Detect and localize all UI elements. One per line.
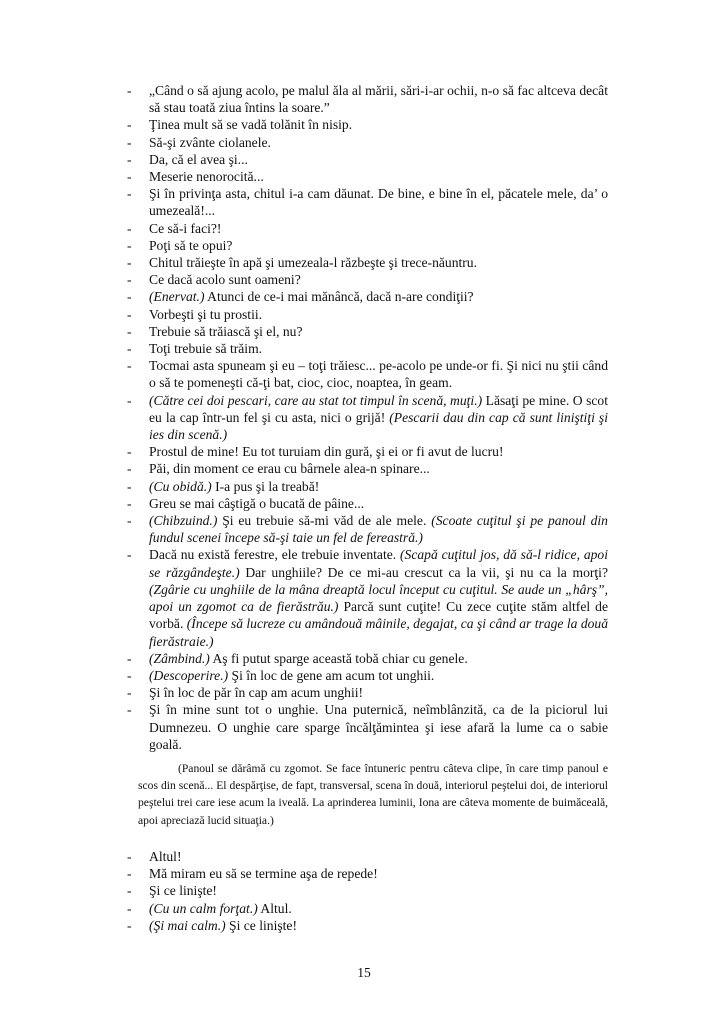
dialogue-dash: - bbox=[127, 547, 132, 563]
dialogue-text: Da, că el avea şi... bbox=[149, 151, 248, 167]
dialogue-line bbox=[127, 116, 608, 133]
dialogue-text: Chitul trăieşte în apă şi umezeala-l răzbeşte şi trece-năuntru. bbox=[149, 255, 477, 271]
dialogue-text: Trebuie să trăiască şi el, nu? bbox=[149, 323, 303, 339]
dialogue-line bbox=[127, 168, 608, 185]
dialogue-text: Dacă nu există ferestre, ele trebuie inventate. bbox=[149, 547, 400, 563]
dialogue-line bbox=[127, 82, 608, 116]
dialogue-line bbox=[127, 288, 608, 305]
dialogue-line bbox=[127, 546, 609, 649]
dialogue-text: Să-şi zvânte ciolanele. bbox=[149, 134, 271, 150]
stage-direction-inline: (Scoate cuţitul şi pe panoul din fundul scenei începe să-şi taie un fel de fereastră.) bbox=[149, 513, 608, 546]
dialogue-text: Ce dacă acolo sunt oameni? bbox=[149, 272, 301, 288]
dialogue-dash: - bbox=[127, 702, 132, 718]
dialogue-line bbox=[127, 237, 608, 254]
dialogue-dash: - bbox=[127, 255, 132, 271]
dialogue-dash: - bbox=[127, 444, 132, 460]
dialogue-line bbox=[127, 357, 608, 391]
dialogue-line bbox=[127, 271, 608, 288]
dialogue-text: Tocmai asta spuneam şi eu – toţi trăiesc... pe-acolo pe unde-or fi. Şi nici nu ştii când o să te pomeneşti că-ţi bat, cioc, cioc, noaptea, în geam. bbox=[149, 358, 608, 391]
dialogue-dash: - bbox=[127, 186, 132, 202]
dialogue-dash: - bbox=[127, 917, 132, 933]
dialogue-dash: - bbox=[127, 306, 132, 322]
dialogue-dash: - bbox=[127, 478, 132, 494]
dialogue-dash: - bbox=[127, 513, 132, 529]
dialogue-line bbox=[127, 701, 608, 753]
dialogue-dash: - bbox=[127, 883, 132, 899]
dialogue-line bbox=[127, 460, 608, 477]
dialogue-dash: - bbox=[127, 358, 132, 374]
dialogue-dash: - bbox=[127, 272, 132, 288]
dialogue-line bbox=[127, 134, 608, 151]
dialogue-dash: - bbox=[127, 650, 132, 666]
dialogue-dash: - bbox=[127, 237, 132, 253]
dialogue-text: Poţi să te opui? bbox=[149, 237, 233, 253]
dialogue-text: Lăsaţi pe mine. O scot eu la cap într-un fel şi cu asta, nici o grijă! bbox=[149, 392, 608, 425]
stage-direction-inline: (Pescarii dau din cap că sunt liniştiţi şi ies din scenă.) bbox=[149, 409, 608, 443]
dialogue-text: Şi ce linişte! bbox=[149, 883, 217, 899]
dialogue-dash: - bbox=[127, 220, 132, 236]
page-number: 15 bbox=[357, 965, 371, 980]
stage-direction-inline: (Către cei doi pescari, care au stat tot timpul în scenă, muţi.) bbox=[149, 392, 483, 408]
dialogue-text: Vorbeşti şi tu prostii. bbox=[149, 306, 263, 322]
dialogue-line bbox=[127, 340, 608, 357]
stage-direction-inline: (Enervat.) bbox=[149, 289, 205, 305]
dialogue-text: Prostul de mine! Eu tot turuiam din gură, şi ei or fi avut de lucru! bbox=[149, 444, 504, 460]
stage-direction-inline: (Începe să lucreze cu amândouă mâinile, degajat, ca şi când ar trage la două fierăstraie.) bbox=[149, 616, 609, 649]
dialogue-line bbox=[127, 443, 608, 460]
dialogue-dash: - bbox=[127, 392, 132, 408]
dialogue-line bbox=[127, 306, 608, 323]
dialogue-text: Mă miram eu să se termine aşa de repede! bbox=[149, 866, 378, 882]
dialogue-block-bottom bbox=[127, 848, 608, 934]
dialogue-dash: - bbox=[127, 169, 132, 185]
dialogue-line bbox=[127, 254, 608, 271]
dialogue-text: Ce să-i faci?! bbox=[149, 220, 222, 236]
dialogue-line bbox=[127, 667, 608, 684]
dialogue-text: Altul! bbox=[149, 849, 182, 864]
dialogue-line bbox=[127, 848, 608, 865]
dialogue-text: Păi, din moment ce erau cu bârnele alea-n spinare... bbox=[149, 461, 430, 477]
dialogue-line bbox=[127, 512, 608, 546]
stage-direction-text: (Panoul se dărâmă cu zgomot. Se face întuneric pentru câteva clipe, în care timp panoul e scos din scenă... El despărţise, de fapt, transversal, scena în două, interiorul peştelui doi, de interiorul peştelui trei care iese acum la iveală. La aprinderea luminii, Iona are câteva momente de buimăceală, apoi apreciază lucid situaţia.) bbox=[138, 762, 608, 827]
dialogue-dash: - bbox=[127, 117, 132, 133]
dialogue-line bbox=[127, 865, 608, 882]
dialogue-text: Şi ce linişte! bbox=[225, 917, 297, 933]
stage-direction-inline: (Zgârie cu unghiile de la mâna dreaptă locul început cu cuţitul. Se aude un „hârş”, apoi un zgomot ca de fierăstrău.) bbox=[149, 581, 608, 615]
dialogue-text: Toţi trebuie să trăim. bbox=[149, 341, 263, 357]
dialogue-dash: - bbox=[127, 341, 132, 357]
dialogue-line bbox=[127, 185, 608, 219]
dialogue-line bbox=[127, 323, 608, 340]
dialogue-text: Şi în loc de păr în cap am acum unghii! bbox=[149, 685, 364, 701]
dialogue-text: I-a pus şi la treabă! bbox=[211, 478, 320, 494]
stage-direction-inline: (Cu obidă.) bbox=[149, 478, 212, 494]
dialogue-line bbox=[127, 650, 608, 667]
dialogue-line bbox=[127, 220, 608, 237]
dialogue-line bbox=[127, 478, 608, 495]
dialogue-dash: - bbox=[127, 866, 132, 882]
dialogue-line bbox=[127, 392, 608, 444]
dialogue-text: Şi în privinţa asta, chitul i-a cam dăunat. De bine, e bine în el, păcatele mele, da’ o umezeală!... bbox=[149, 186, 608, 219]
dialogue-dash: - bbox=[127, 849, 132, 864]
dialogue-line bbox=[127, 917, 608, 934]
dialogue-text: „Când o să ajung acolo, pe malul ăla al mării, sări-i-ar ochii, n-o să fac altceva decât să stau toată ziua întins la soare.” bbox=[149, 83, 608, 116]
dialogue-text: Meserie nenorocită... bbox=[149, 169, 264, 185]
dialogue-text: Altul. bbox=[257, 900, 292, 916]
dialogue-dash: - bbox=[127, 900, 132, 916]
dialogue-text: Greu se mai câştigă o bucată de pâine... bbox=[149, 495, 365, 511]
dialogue-dash: - bbox=[127, 461, 132, 477]
dialogue-block-top bbox=[127, 82, 609, 753]
dialogue-text: Şi eu trebuie să-mi văd de ale mele. bbox=[217, 513, 432, 529]
dialogue-dash: - bbox=[127, 289, 132, 305]
stage-direction-inline: (Scapă cuţitul jos, dă să-l ridice, apoi se răzgândeşte.) bbox=[149, 547, 608, 580]
stage-direction-inline: (Chibzuind.) bbox=[149, 513, 218, 529]
stage-direction-inline: (Şi mai calm.) bbox=[149, 917, 226, 933]
dialogue-text: Aş fi putut sparge această tobă chiar cu genele. bbox=[209, 650, 468, 666]
dialogue-line bbox=[127, 882, 608, 899]
dialogue-dash: - bbox=[127, 323, 132, 339]
stage-direction-inline: (Cu un calm forţat.) bbox=[149, 900, 258, 916]
stage-direction-note bbox=[138, 760, 608, 829]
dialogue-text: Ţinea mult să se vadă tolănit în nisip. bbox=[149, 117, 353, 133]
dialogue-line bbox=[127, 900, 608, 917]
dialogue-text: Şi în mine sunt tot o unghie. Una puternică, neîmblânzită, ca de la piciorul lui Dumnezeu. O unghie care sparge încălţămintea şi iese afară la lume ca o sabie goală. bbox=[149, 702, 608, 752]
dialogue-line bbox=[127, 684, 608, 701]
dialogue-dash: - bbox=[127, 685, 132, 701]
dialogue-line bbox=[127, 495, 608, 512]
dialogue-text: Atunci de ce-i mai mănâncă, dacă n-are condiţii? bbox=[204, 289, 474, 305]
dialogue-line bbox=[127, 151, 608, 168]
dialogue-dash: - bbox=[127, 134, 132, 150]
stage-direction-inline: (Zâmbind.) bbox=[149, 650, 210, 666]
dialogue-dash: - bbox=[127, 667, 132, 683]
dialogue-text: Dar unghiile? De ce mi-au crescut ca la vii, şi nu ca la morţi? bbox=[239, 564, 608, 580]
stage-direction-inline: (Descoperire.) bbox=[149, 667, 229, 683]
dialogue-text: Şi în loc de gene am acum tot unghii. bbox=[228, 667, 435, 683]
dialogue-dash: - bbox=[127, 495, 132, 511]
dialogue-dash: - bbox=[127, 83, 132, 98]
dialogue-text: Parcă sunt cuţite! Cu zece cuţite stăm altfel de vorbă. bbox=[149, 599, 608, 632]
dialogue-dash: - bbox=[127, 151, 132, 167]
